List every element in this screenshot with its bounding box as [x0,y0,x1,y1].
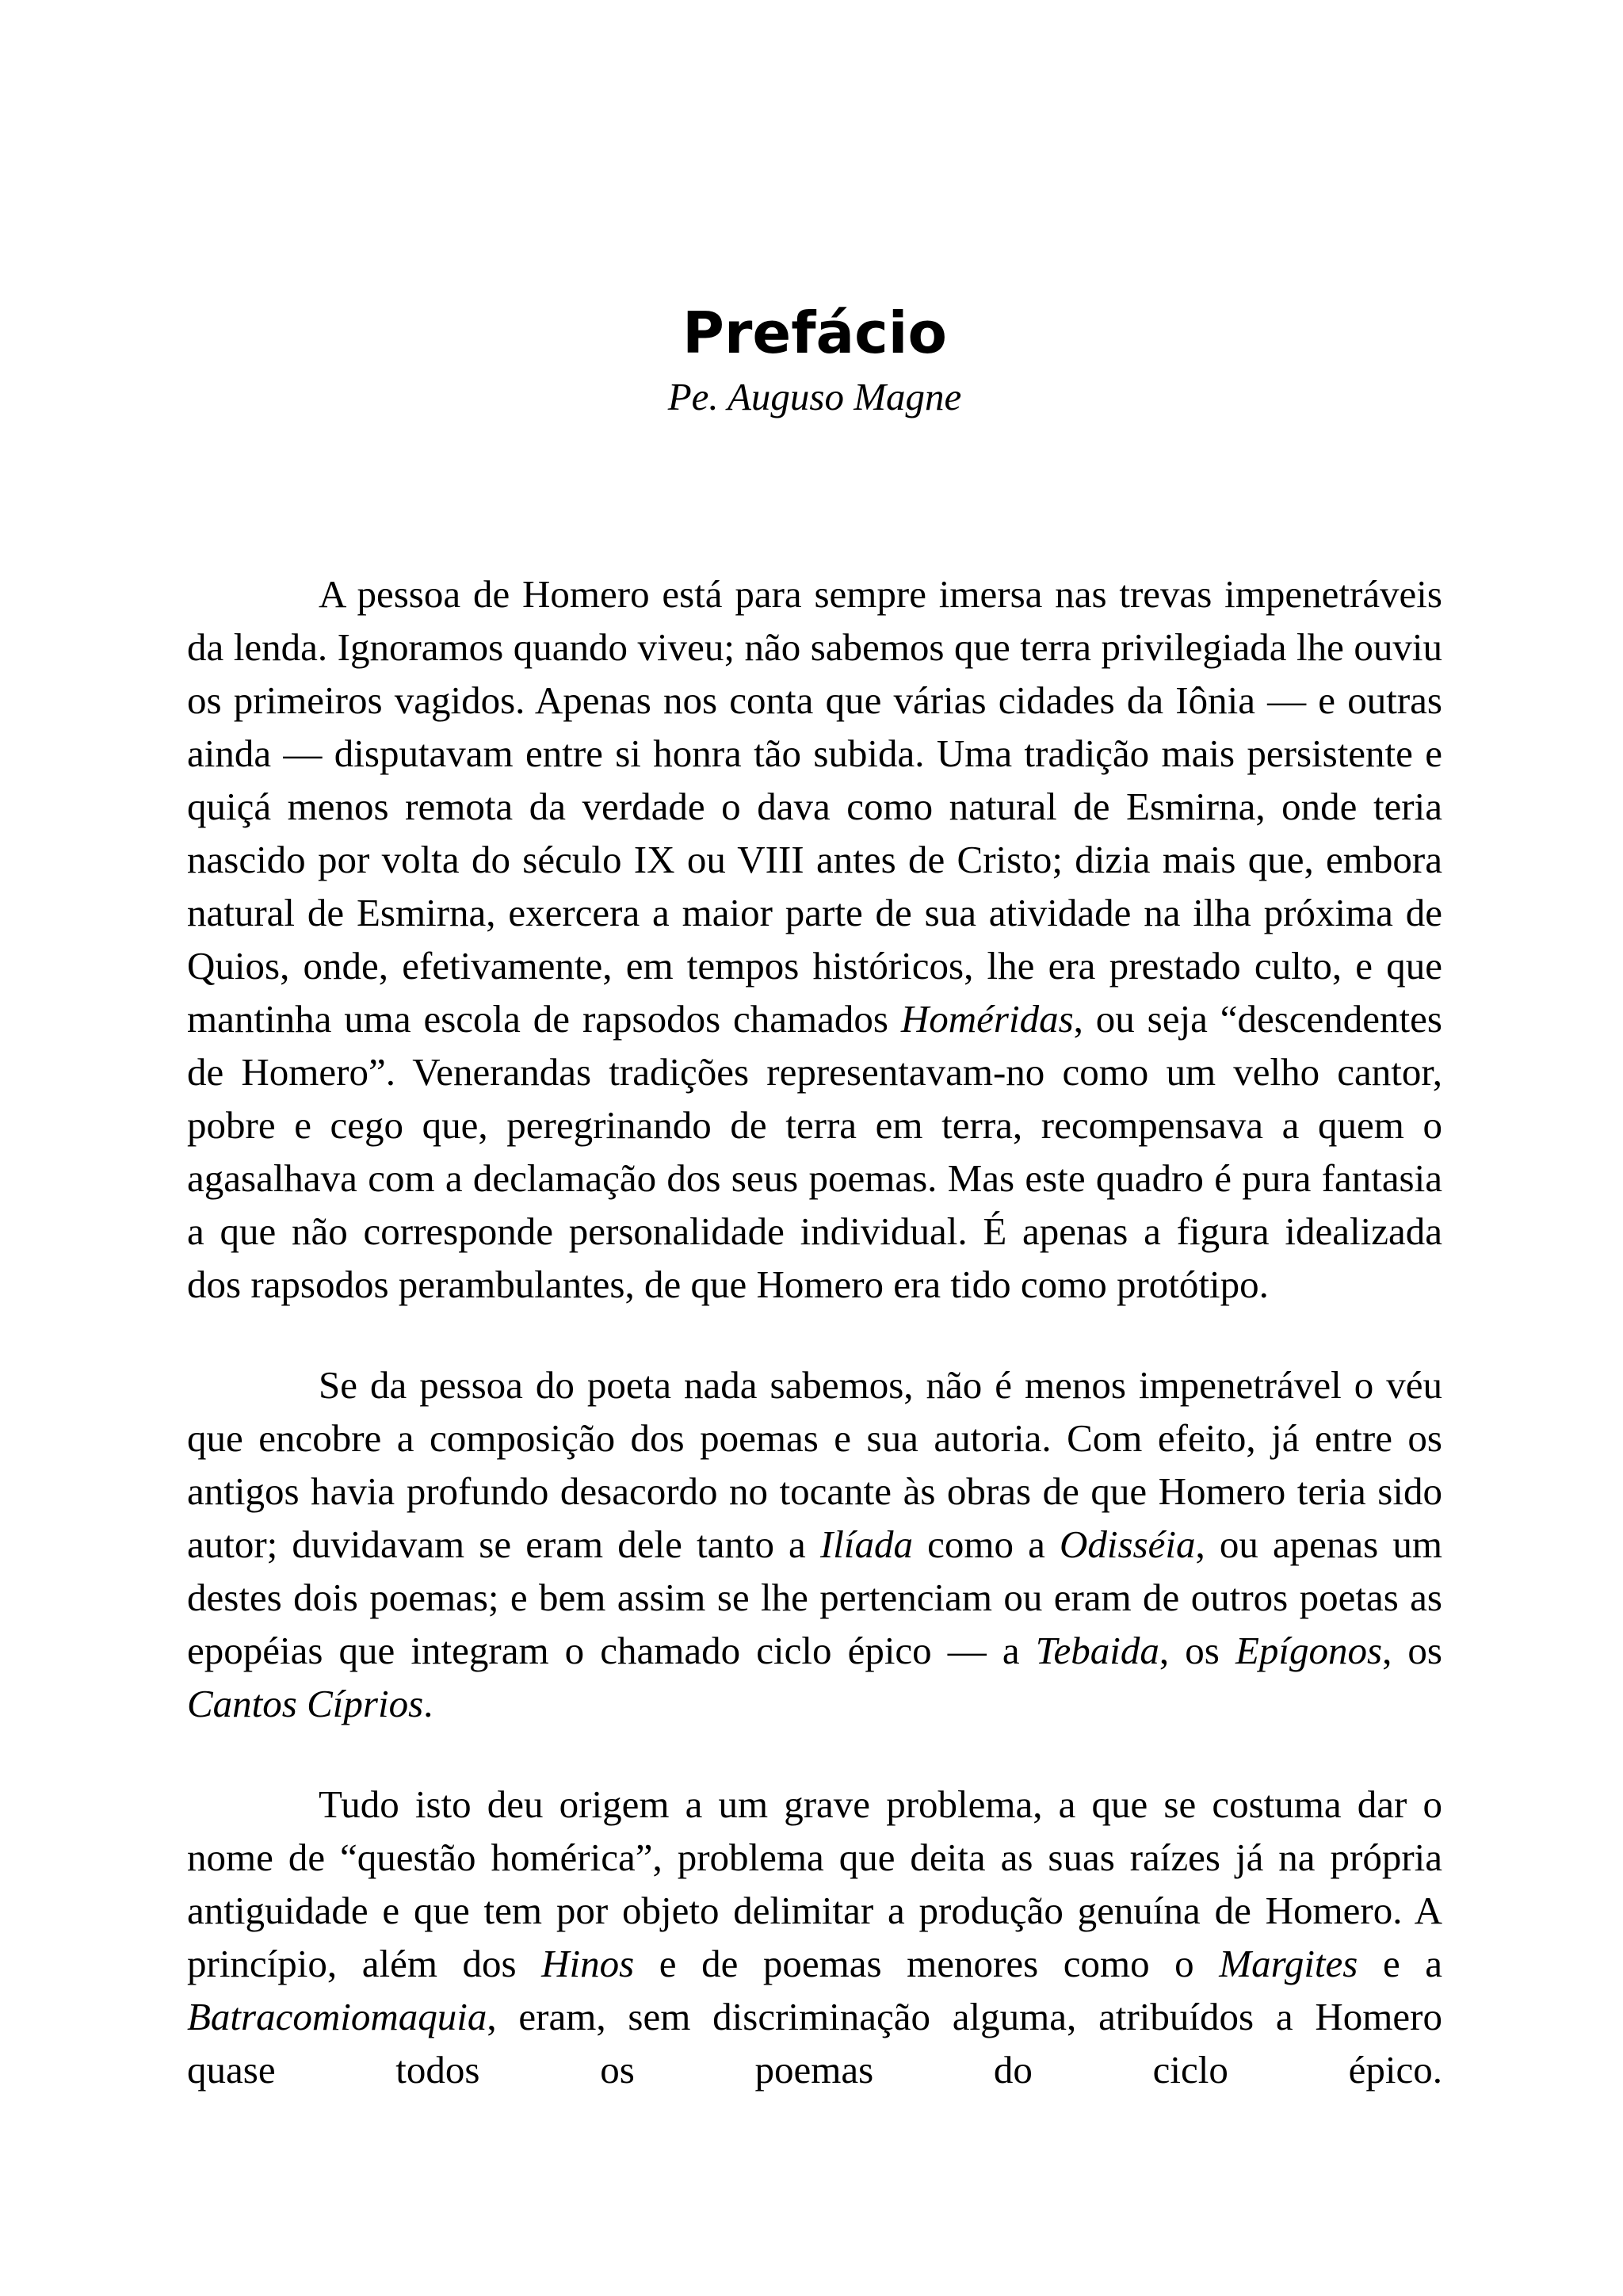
body-text [187,567,1442,2144]
text-run: como a [912,1522,1060,1566]
paragraph [187,1778,1442,2096]
paragraph [187,567,1442,1311]
text-run: , eram, sem discriminação alguma, atribuídos a Homero quase todos os poemas do ciclo épico. [187,1995,1442,2092]
text-run: . [423,1682,433,1725]
page-title: Prefácio [682,300,947,367]
text-run: , ou apenas um destes dois poemas; e bem assim se lhe pertenciam ou eram de outros poetas as epopéias que integram o chamado ciclo épico — a [187,1522,1442,1672]
text-run: , ou seja “descendentes de Homero”. Venerandas tradições representavam-no como um velho cantor, pobre e cego que, peregrinando de terra em terra, recompensava a quem o agasalhava com a declamação dos seus poemas. Mas este quadro é pura fantasia a que não corresponde personalidade individual. É apenas a figura idealizada dos rapsodos perambulantes, de que Homero era tido como protótipo. [187,997,1442,1306]
text-run: Se da pessoa do poeta nada sabemos, não é menos impenetrável o véu que encobre a composição dos poemas e sua autoria. Com efeito, já entre os antigos havia profundo desacordo no tocante às obras de que Homero teria sido autor; duvidavam se eram dele tanto a [187,1363,1442,1566]
italic-title: Batracomiomaquia [187,1995,487,2038]
author-name: Pe. Auguso Magne [667,375,962,418]
text-run: e de poemas menores como o [634,1942,1220,1985]
italic-title: Cantos Cíprios [187,1682,424,1725]
italic-title: Hinos [541,1942,635,1985]
italic-title: Tebaida [1035,1629,1159,1672]
text-run: , os [1382,1629,1442,1672]
italic-title: Ilíada [819,1522,913,1566]
paragraph [187,1358,1442,1730]
italic-title: Epígonos [1235,1629,1383,1672]
italic-title: Homéridas [900,997,1074,1041]
text-run: Tudo isto deu origem a um grave problema, a que se costuma dar o nome de “questão homérica”, problema que deita as suas raízes já na própria antiguidade e que tem por objeto delimitar a produção genuína de Homero. A princípio, além dos [187,1782,1442,1985]
italic-title: Odisséia [1059,1522,1196,1566]
italic-title: Margites [1219,1942,1358,1985]
text-run: , os [1159,1629,1235,1672]
text-run: e a [1358,1942,1443,1985]
text-run: A pessoa de Homero está para sempre imersa nas trevas impenetráveis da lenda. Ignoramos quando viveu; não sabemos que terra privilegiada lhe ouviu os primeiros vagidos. Apenas nos conta que várias cidades da Iônia — e outras ainda — disputavam entre si honra tão subida. Uma tradição mais persistente e quiçá menos remota da verdade o dava como natural de Esmirna, onde teria nascido por volta do século IX ou VIII antes de Cristo; dizia mais que, embora natural de Esmirna, exercera a maior parte de sua atividade na ilha próxima de Quios, onde, efetivamente, em tempos históricos, lhe era prestado culto, e que mantinha uma escola de rapsodos chamados [187,572,1442,1041]
